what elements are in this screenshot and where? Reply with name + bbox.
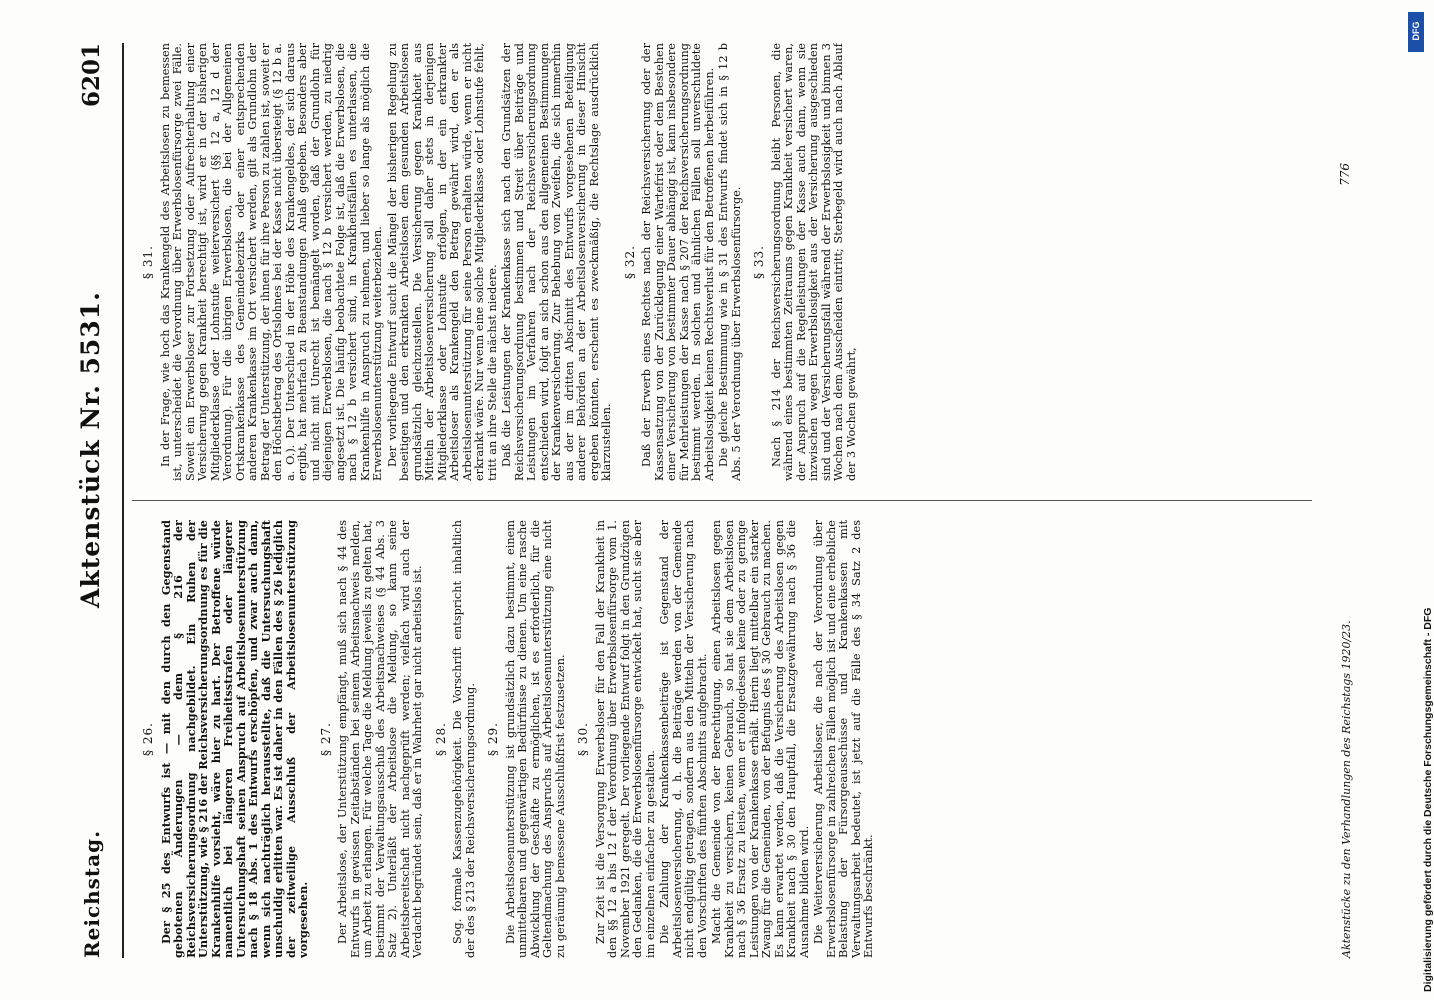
section-paragraph: Nach § 214 der Reichsversicherungsordnung bleibt Personen, die während eines bestimmten Zeitraums gegen Krankheit versichert waren, der Anspruch auf die Regelleistungen der Kasse auch dann, wenn sie inzwischen wegen Erwerbslosigkeit aus der Versicherung ausgeschieden sind und der Versicherungsfall während der Erwerbslosigkeit und binnen 3 Wochen nach dem Ausscheiden eintritt; Sterbegeld wird auch nach Ablauf der 3 Wochen gewährt,: [769, 43, 858, 481]
section-paragraph: Sog. formale Kassenzugehörigkeit. Die Vorschrift entspricht inhaltlich der des § 213 der Reichsversicherungsordnung.: [451, 520, 477, 958]
digitization-credit: Digitalisierung gefördert durch die Deutsche Forschungsgemeinschaft - DFG: [1422, 607, 1434, 992]
column-divider: [132, 500, 1312, 501]
header-rule: [122, 43, 124, 958]
section-heading: § 29.: [486, 722, 500, 756]
header-left: Reichstag.: [80, 829, 104, 958]
left-column: [132, 520, 1322, 958]
footer-number: 776: [1338, 163, 1352, 186]
section-paragraph: Zur Zeit ist die Versorgung Erwerbsloser für den Fall der Krankheit in den §§ 12 a bis 12 f der Verordnung über Erwerbslosenfürsorge vom 1. November 1921 geregelt. Der vorliegende Entwurf folgt in den Grundzügen den Gedanken, die die Erwerbslosenfürsorge entwickelt hat, sucht sie aber im einzelnen einfacher zu gestalten.: [593, 520, 657, 958]
header-center: Aktenstück Nr. 5531.: [76, 291, 105, 608]
section-heading: § 32.: [622, 245, 637, 279]
section-paragraph: Die Weiterversicherung Arbeitsloser, die nach der Verordnung über Erwerbslosenfürsorge in zahlreichen Fällen möglich ist und eine erhebliche Belastung der Fürsorgeausschüsse und Krankenkassen mit Verwaltungsarbeit bedeutet, ist jetzt auf die Fälle des § 34 Satz 2 des Entwurfs beschränkt.: [812, 520, 875, 958]
section-paragraph: Daß der Erwerb eines Rechtes nach der Reichsversicherung oder der Kassensatzung von der Zurücklegung einer Wartefrist oder dem Bestehen einer Versicherung von bestimmter Dauer abhängig ist, kann insbesondere für Mehrleistungen der Kasse nach § 207 der Reichsversicherungsordnung bestimmt werden. In solchen und ähnlichen Fällen soll unverschuldete Arbeitslosigkeit keinen Rechtsverlust für den Betroffenen herbeiführen.: [640, 43, 716, 481]
section-paragraph: Der Arbeitslose, der Unterstützung empfängt, muß sich nach § 44 des Entwurfs in gewissen Zeitabständen bei seinem Arbeitsnachweis melden, um Arbeit zu erlangen. Für welche Tage die Meldung jeweils zu gelten hat, bestimmt der Verwaltungsausschuß des Arbeitsnachweises (§ 44 Abs. 3 Satz 2). Unterläßt der Arbeitslose die Meldung, so kann seine Arbeitsbereitschaft nicht nachgeprüft werden; vielfach wird auch der Verdacht begründet sein, daß er in Wahrheit gar nicht arbeitslos ist.: [336, 520, 424, 958]
section-paragraph: Die Zahlung der Krankenkassenbeiträge ist Gegenstand der Arbeitslosenversicherung, d. h. die Beiträge werden von der Gemeinde nicht endgültig getragen, sondern aus den Mitteln der Versicherung nach den Vorschriften des fünften Abschnitts aufgebracht.: [658, 520, 709, 958]
right-column: [132, 43, 1322, 481]
section-paragraph: In der Frage, wie hoch das Krankengeld des Arbeitslosen zu bemessen ist, unterscheidet die Verordnung über Erwerbslosenfürsorge zwei Fälle. Soweit ein Erwerbsloser zur Fortsetzung oder Aufrechterhaltung einer Versicherung gegen Krankheit berechtigt ist, wird er in der bisherigen Mitgliederklasse oder Lohnstufe weiterversichert (§§ 12 a, 12 d der Verordnung). Für die übrigen Erwerbslosen, die bei der Allgemeinen Ortskrankenkasse des Gemeindebezirks oder einer entsprechenden anderen Krankenkasse im Ort versichert werden, gilt als Grundlohn der Betrag der Unterstützung, der ihnen für ihre Person zu zahlen ist, soweit er den Höchstbetrag des Ortslohnes bei der Kasse nicht übersteigt (§ 12 b a. a. O.). Der Unterschied in der Höhe des Krankengeldes, der sich daraus ergibt, hat mehrfach zu Beanstandungen Anlaß gegeben. Besonders aber und nicht mit Unrecht ist bemängelt worden, daß der Grundlohn für diejenigen Erwerbslosen, die nach § 12 b versichert werden, zu niedrig angesetzt ist. Die häufig beobachtete Folge ist, daß die Erwerbslosen, die nach § 12 b versichert sind, in Krankheitsfällen es unterlassen, die Krankenhilfe in Anspruch zu nehmen, und lieber so lange als möglich die Erwerbslosenunterstützung weiterbeziehen.: [158, 43, 384, 481]
dfg-badge-label: DFG: [1411, 21, 1421, 41]
page-number: 6201: [78, 43, 105, 108]
page-header: [70, 43, 132, 958]
section-heading: § 27.: [318, 722, 333, 756]
rotated-document-page: [70, 43, 1400, 958]
section-paragraph: Macht die Gemeinde von der Berechtigung, einen Arbeitslosen gegen Krankheit zu versichern, keinen Gebrauch, so hat sie dem Arbeitslosen nach § 36 Ersatz zu leisten, wenn er infolgedessen keine oder zu geringe Leistungen von der Krankenkasse erhält. Hierin liegt mittelbar ein starker Zwang für die Gemeinden, von der Befugnis des § 30 Gebrauch zu machen. Es kann erwartet werden, daß die Versicherung des Arbeitslosen gegen Krankheit nach § 30 den Hauptfall, die Ersatzgewährung nach § 36 die Ausnahme bilden wird.: [710, 520, 811, 958]
section-paragraph: Die gleiche Bestimmung wie in § 31 des Entwurfs findet sich in § 12 b Abs. 5 der Verordnung über Erwerbslosenfürsorge.: [717, 43, 743, 481]
section-paragraph: Die Arbeitslosenunterstützung ist grundsätzlich dazu bestimmt, einem unmittelbaren und gegenwärtigen Bedürfnisse zu dienen. Um eine rasche Abwicklung der Geschäfte zu ermöglichen, ist es erforderlich, für die Geltendmachung des Anspruchs auf Arbeitslosenunterstützung eine nicht zu geräumig bemessene Ausschlußfrist festzusetzen.: [503, 520, 567, 958]
section-heading: § 31.: [141, 245, 155, 279]
section-heading: § 26.: [141, 722, 155, 756]
section-heading: § 33.: [752, 245, 766, 279]
dfg-badge: [1408, 12, 1424, 52]
page-footer: [1332, 43, 1372, 958]
section-paragraph: Der vorliegende Entwurf sucht die Mängel der bisherigen Regelung zu beseitigen und den erkrankten Arbeitslosen dem gesunden Arbeitslosen grundsätzlich gleichzustellen. Die Versicherung gegen Krankheit aus Mitteln der Arbeitslosenversicherung soll daher stets in derjenigen Mitgliederklasse oder Lohnstufe erfolgen, in der ein erkrankter Arbeitsloser als Krankengeld den Betrag gewährt wird, den er als Arbeitslosenunterstützung für seine Person erhalten würde, wenn er nicht erkrankt wäre. Nur wenn eine solche Mitgliederklasse oder Lohnstufe fehlt, tritt an ihre Stelle die nächst niedere.: [385, 43, 499, 481]
credit-strip: [1404, 8, 1434, 992]
section-heading: § 28.: [433, 722, 448, 756]
section-heading: § 30.: [576, 722, 590, 756]
section-paragraph: Daß die Leistungen der Krankenkasse sich nach den Grundsätzen der Reichsversicherungsordnung bestimmen und Streit über Beiträge und Leistungen im Verfahren nach der Reichsversicherungsordnung entschieden wird, folgt an sich schon aus den allgemeinen Bestimmungen der Krankenversicherung. Zur Behebung von Zweifeln, die sich immerhin aus der im dritten Abschnitt des Entwurfs vorgesehenen Beteiligung anderer Behörden an der Arbeitslosenversicherung in dieser Hinsicht ergeben könnten, erscheint es zweckmäßig, die Rechtslage ausdrücklich klarzustellen.: [500, 43, 613, 481]
section-paragraph: Der § 25 des Entwurfs ist — mit den durch den Gegenstand gebotenen Änderungen — dem § 216 der Reichsversicherungsordnung nachgebildet. Ein Ruhen der Unterstützung, wie § 216 der Reichsversicherungsordnung es für die Krankenhilfe vorsieht, wäre hier zu hart. Der Betroffene würde namentlich bei längeren Freiheitsstrafen oder längerer Untersuchungshaft seinen Anspruch auf Arbeitslosenunterstützung nach § 18 Abs. 1 des Entwurfs erschöpfen, und zwar auch dann, wenn sich nachträglich herausstellte, daß die Untersuchungshaft unschuldig erlitten war. Es ist daher in den Fällen des § 26 lediglich der zeitweilige Ausschluß der Arbeitslosenunterstützung vorgesehen.: [158, 520, 310, 958]
footer-source: Aktenstücke zu den Verhandlungen des Reichstags 1920/23.: [1340, 620, 1353, 958]
